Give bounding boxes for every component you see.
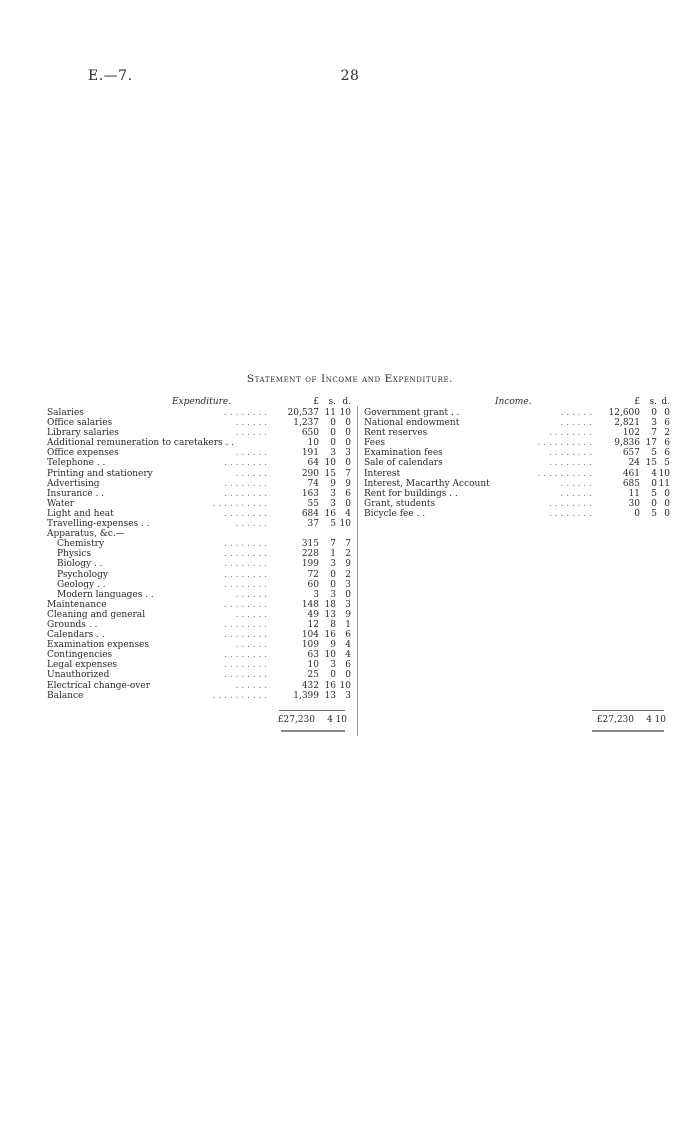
expenditure-row <box>47 469 352 479</box>
row-label: Cleaning and general <box>47 609 146 620</box>
row-label: Bicycle fee . . <box>364 508 426 519</box>
pounds-unit: £ <box>313 397 319 407</box>
expenditure-row <box>47 650 352 660</box>
row-shillings: 18 <box>324 599 336 610</box>
row-pounds: 11 <box>628 488 640 499</box>
leader-dots: . . . . . . . . <box>224 539 267 550</box>
leader-dots: . . . . . . . . <box>224 599 267 610</box>
row-pence: 3 <box>345 690 351 701</box>
row-pounds: 12,600 <box>608 408 640 418</box>
row-pence: 3 <box>345 448 351 459</box>
expenditure-row <box>47 408 352 418</box>
row-label: Rent reserves <box>364 428 428 439</box>
row-pence: 5 <box>664 458 670 469</box>
row-pounds: 191 <box>301 448 319 459</box>
row-shillings: 5 <box>330 519 336 530</box>
row-label: Interest, Macarthy Account <box>364 478 490 489</box>
row-pence: 0 <box>345 438 351 449</box>
row-shillings: 0 <box>651 408 657 418</box>
row-pounds: 684 <box>301 508 319 519</box>
row-pounds: 199 <box>301 559 319 570</box>
row-pence: 0 <box>345 418 351 429</box>
income-total-pence: 10 <box>654 715 666 725</box>
row-label: Apparatus, &c.— <box>47 529 125 540</box>
row-shillings: 10 <box>324 650 336 661</box>
leader-dots: . . . . . . <box>235 519 267 530</box>
row-label: Water <box>47 498 75 509</box>
expenditure-row <box>47 600 352 610</box>
expenditure-row <box>47 479 352 489</box>
row-label: Additional remuneration to caretakers . . <box>47 438 235 449</box>
row-label: Examination fees <box>364 448 443 459</box>
expenditure-row <box>47 509 352 519</box>
expenditure-heading: Expenditure. <box>172 397 232 407</box>
row-pounds: 657 <box>622 448 640 459</box>
row-pounds: 12 <box>307 619 319 630</box>
row-shillings: 7 <box>330 539 336 550</box>
row-pounds: 63 <box>307 650 319 661</box>
leader-dots: . . . . . . . . . . <box>537 438 592 449</box>
leader-dots: . . . . . . <box>235 589 267 600</box>
income-row <box>364 499 670 509</box>
expenditure-row <box>47 630 352 640</box>
row-pence: 4 <box>345 650 351 661</box>
expenditure-row <box>47 549 352 559</box>
row-shillings: 8 <box>330 619 336 630</box>
row-pounds: 72 <box>307 569 319 580</box>
leader-dots: . . . . . . <box>235 428 267 439</box>
leader-dots: . . . . . . <box>235 448 267 459</box>
leader-dots: . . . . . . . . . . <box>212 498 267 509</box>
column-divider <box>357 406 358 736</box>
row-pence: 6 <box>345 660 351 671</box>
row-pounds: 37 <box>307 519 319 530</box>
row-label: Light and heat <box>47 508 114 519</box>
income-row <box>364 408 670 418</box>
expenditure-total-double-rule <box>281 730 345 732</box>
expenditure-row <box>47 499 352 509</box>
row-label: Contingencies <box>47 650 113 661</box>
row-pence: 3 <box>345 599 351 610</box>
row-pounds: 10 <box>307 438 319 449</box>
row-shillings: 3 <box>651 418 657 429</box>
row-pounds: 10 <box>307 660 319 671</box>
row-pounds: 1,237 <box>293 418 319 429</box>
row-shillings: 16 <box>324 630 336 641</box>
leader-dots: . . . . . . . . <box>224 660 267 671</box>
expenditure-row <box>47 519 352 529</box>
expenditure-row <box>47 640 352 650</box>
leader-dots: . . . . . . . . . . <box>537 468 592 479</box>
row-pounds: 49 <box>307 609 319 620</box>
row-pence: 0 <box>345 458 351 469</box>
row-label: Advertising <box>47 478 100 489</box>
leader-dots: . . . . . . . . <box>224 579 267 590</box>
row-pounds: 461 <box>622 468 640 479</box>
pounds-unit: £ <box>634 397 640 407</box>
row-pence: 3 <box>345 579 351 590</box>
row-pounds: 0 <box>634 508 640 519</box>
row-pence: 9 <box>345 559 351 570</box>
row-pence: 4 <box>345 508 351 519</box>
income-heading: Income. <box>495 397 532 407</box>
leader-dots: . . . . . . <box>560 418 592 429</box>
leader-dots: . . . . . . . . <box>549 498 592 509</box>
row-label: Insurance . . <box>47 488 105 499</box>
row-label: Fees <box>364 438 386 449</box>
page-number: 28 <box>340 68 360 84</box>
leader-dots: . . . . . . . . <box>224 630 267 641</box>
row-shillings: 13 <box>324 609 336 620</box>
row-pence: 6 <box>345 488 351 499</box>
row-shillings: 15 <box>645 458 657 469</box>
row-pence: 6 <box>664 438 670 449</box>
row-shillings: 3 <box>330 589 336 600</box>
row-pence: 0 <box>664 508 670 519</box>
shillings-unit: s. <box>649 397 657 407</box>
income-row <box>364 448 670 458</box>
row-pence: 6 <box>664 418 670 429</box>
row-shillings: 7 <box>651 428 657 439</box>
expenditure-row <box>47 610 352 620</box>
income-row <box>364 489 670 499</box>
row-pence: 2 <box>345 569 351 580</box>
row-pence: 2 <box>345 549 351 560</box>
row-pounds: 3 <box>313 589 319 600</box>
leader-dots: . . . . . . . . <box>224 478 267 489</box>
row-pounds: 163 <box>301 488 319 499</box>
row-shillings: 5 <box>651 488 657 499</box>
expenditure-rows <box>47 408 352 701</box>
leader-dots: . . . . . . . . <box>224 458 267 469</box>
row-pence: 0 <box>664 498 670 509</box>
row-pounds: 148 <box>301 599 319 610</box>
row-pence: 7 <box>345 468 351 479</box>
row-shillings: 4 <box>651 468 657 479</box>
leader-dots: . . . . . . <box>235 640 267 651</box>
row-label: Examination expenses <box>47 640 150 651</box>
row-shillings: 3 <box>330 488 336 499</box>
row-pence: 11 <box>658 478 670 489</box>
row-pounds: 60 <box>307 579 319 590</box>
row-shillings: 5 <box>651 508 657 519</box>
row-pounds: 64 <box>307 458 319 469</box>
leader-dots: . . . . . . . . <box>549 428 592 439</box>
row-pounds: 315 <box>301 539 319 550</box>
row-shillings: 0 <box>651 478 657 489</box>
row-pounds: 74 <box>307 478 319 489</box>
leader-dots: . . . . . . . . <box>549 508 592 519</box>
pence-unit: d. <box>661 397 670 407</box>
row-shillings: 0 <box>330 428 336 439</box>
row-pounds: 9,836 <box>614 438 640 449</box>
expenditure-row <box>47 670 352 680</box>
row-pounds: 104 <box>301 630 319 641</box>
row-pence: 9 <box>345 478 351 489</box>
row-pence: 10 <box>658 468 670 479</box>
leader-dots: . . . . . . . . <box>224 670 267 681</box>
row-label: Physics <box>57 549 92 560</box>
expenditure-row <box>47 570 352 580</box>
row-pence: 0 <box>345 670 351 681</box>
expenditure-table <box>47 397 352 701</box>
leader-dots: . . . . . . . . <box>224 488 267 499</box>
row-pence: 2 <box>664 428 670 439</box>
row-pounds: 432 <box>301 680 319 691</box>
row-pence: 6 <box>345 630 351 641</box>
leader-dots: . . . . . . . . <box>549 448 592 459</box>
income-total-pounds: £27,230 <box>596 715 634 725</box>
income-total-shillings: 4 <box>646 715 652 725</box>
income-total-rule <box>592 710 664 711</box>
row-label: National endowment <box>364 418 460 429</box>
income-total-double-rule <box>592 730 664 732</box>
income-row <box>364 458 670 468</box>
leader-dots: . . . . . . . . <box>224 408 267 418</box>
row-shillings: 0 <box>651 498 657 509</box>
row-shillings: 9 <box>330 640 336 651</box>
row-label: Maintenance <box>47 599 107 610</box>
row-pence: 9 <box>345 609 351 620</box>
row-pounds: 1,399 <box>293 690 319 701</box>
row-label: Salaries <box>47 408 84 418</box>
expenditure-row <box>47 559 352 569</box>
leader-dots: . . . . . . . . <box>549 458 592 469</box>
row-label: Travelling-expenses . . <box>47 519 150 530</box>
row-label: Sale of calendars <box>364 458 443 469</box>
income-rows <box>364 408 670 519</box>
income-row <box>364 479 670 489</box>
row-shillings: 5 <box>651 448 657 459</box>
row-pounds: 109 <box>301 640 319 651</box>
row-shillings: 0 <box>330 670 336 681</box>
income-row <box>364 438 670 448</box>
row-label: Calendars . . <box>47 630 105 641</box>
row-shillings: 9 <box>330 478 336 489</box>
leader-dots: . . . . . . . . <box>224 650 267 661</box>
row-shillings: 3 <box>330 559 336 570</box>
income-row <box>364 509 670 519</box>
row-label: Electrical change-over <box>47 680 151 691</box>
row-label: Office salaries <box>47 418 113 429</box>
expenditure-row <box>47 660 352 670</box>
document-code: E.—7. <box>88 68 133 84</box>
row-label: Psychology <box>57 569 108 580</box>
row-shillings: 16 <box>324 680 336 691</box>
row-pence: 0 <box>664 488 670 499</box>
leader-dots: . . . . . . . . <box>224 508 267 519</box>
row-label: Unauthorized <box>47 670 110 681</box>
expenditure-total-pounds: £27,230 <box>277 715 315 725</box>
leader-dots: . . . . . . <box>560 408 592 418</box>
row-shillings: 15 <box>324 468 336 479</box>
row-shillings: 10 <box>324 458 336 469</box>
expenditure-row <box>47 620 352 630</box>
leader-dots: . . . . . . <box>560 488 592 499</box>
leader-dots: . . . . . . . . <box>224 549 267 560</box>
expenditure-total-pence: 10 <box>335 715 347 725</box>
row-pence: 0 <box>345 428 351 439</box>
row-shillings: 17 <box>645 438 657 449</box>
income-table <box>364 397 670 519</box>
pence-unit: d. <box>342 397 351 407</box>
income-row <box>364 428 670 438</box>
expenditure-row <box>47 681 352 691</box>
leader-dots: . . . . . . <box>235 468 267 479</box>
row-shillings: 16 <box>324 508 336 519</box>
row-label: Grounds . . <box>47 619 98 630</box>
row-shillings: 3 <box>330 660 336 671</box>
row-pounds: 55 <box>307 498 319 509</box>
row-shillings: 1 <box>330 549 336 560</box>
row-pounds: 290 <box>301 468 319 479</box>
row-pounds: 30 <box>628 498 640 509</box>
row-label: Government grant . . <box>364 408 460 418</box>
row-shillings: 0 <box>330 569 336 580</box>
row-shillings: 0 <box>330 438 336 449</box>
expenditure-row <box>47 590 352 600</box>
leader-dots: . . . . . . . . <box>224 619 267 630</box>
row-pence: 10 <box>339 408 351 418</box>
expenditure-row <box>47 691 352 701</box>
expenditure-row <box>47 489 352 499</box>
leader-dots: . . . . . . <box>235 418 267 429</box>
row-pence: 10 <box>339 680 351 691</box>
leader-dots: . . . . . . . . . . <box>212 690 267 701</box>
expenditure-row <box>47 529 352 539</box>
row-pounds: 228 <box>301 549 319 560</box>
row-pounds: 685 <box>622 478 640 489</box>
leader-dots: . . . . . . <box>235 609 267 620</box>
row-label: Chemistry <box>57 539 105 550</box>
expenditure-row <box>47 580 352 590</box>
row-pounds: 2,821 <box>614 418 640 429</box>
row-label: Modern languages . . <box>57 589 154 600</box>
row-label: Geology . . <box>57 579 106 590</box>
expenditure-row <box>47 448 352 458</box>
row-pence: 6 <box>664 448 670 459</box>
income-row <box>364 418 670 428</box>
statement-title: Statement of Income and Expenditure. <box>246 373 454 385</box>
row-pounds: 24 <box>628 458 640 469</box>
row-pence: 7 <box>345 539 351 550</box>
row-label: Biology . . <box>57 559 103 570</box>
expenditure-total-shillings: 4 <box>327 715 333 725</box>
row-label: Balance <box>47 690 84 701</box>
leader-dots: . . . . . . <box>235 680 267 691</box>
expenditure-row <box>47 428 352 438</box>
row-pounds: 650 <box>301 428 319 439</box>
row-shillings: 13 <box>324 690 336 701</box>
row-label: Interest <box>364 468 401 479</box>
income-column-header <box>364 397 670 408</box>
expenditure-column-header <box>47 397 352 408</box>
leader-dots: . . . . . . <box>560 478 592 489</box>
leader-dots: . . . . . . . . <box>224 559 267 570</box>
row-label: Telephone . . <box>47 458 106 469</box>
row-pence: 10 <box>339 519 351 530</box>
expenditure-row <box>47 418 352 428</box>
expenditure-row <box>47 438 352 448</box>
row-label: Office expenses <box>47 448 119 459</box>
row-pounds: 102 <box>622 428 640 439</box>
shillings-unit: s. <box>328 397 336 407</box>
expenditure-row <box>47 458 352 468</box>
row-pounds: 20,537 <box>287 408 319 418</box>
row-pence: 0 <box>345 589 351 600</box>
income-row <box>364 469 670 479</box>
row-pence: 4 <box>345 640 351 651</box>
expenditure-total-rule <box>279 710 345 711</box>
row-pounds: 25 <box>307 670 319 681</box>
row-label: Printing and stationery <box>47 468 153 479</box>
row-shillings: 3 <box>330 448 336 459</box>
row-shillings: 0 <box>330 418 336 429</box>
row-shillings: 0 <box>330 579 336 590</box>
expenditure-row <box>47 539 352 549</box>
row-pence: 0 <box>345 498 351 509</box>
row-shillings: 11 <box>324 408 336 418</box>
row-label: Grant, students <box>364 498 436 509</box>
row-shillings: 3 <box>330 498 336 509</box>
leader-dots: . . . . . . . . <box>224 569 267 580</box>
row-pence: 0 <box>664 408 670 418</box>
row-pence: 1 <box>345 619 351 630</box>
row-label: Legal expenses <box>47 660 118 671</box>
row-label: Rent for buildings . . <box>364 488 458 499</box>
row-label: Library salaries <box>47 428 119 439</box>
